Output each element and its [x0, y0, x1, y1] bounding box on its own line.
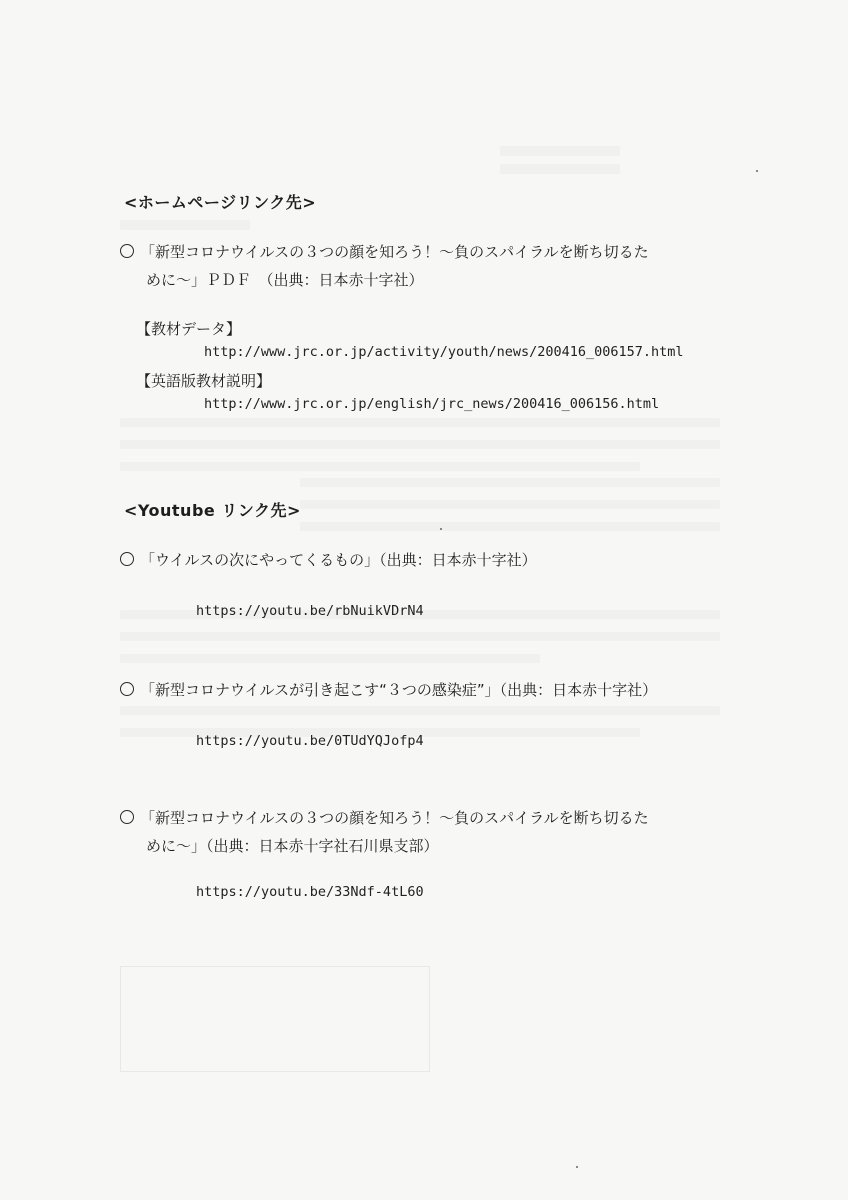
scan-bleed — [500, 146, 620, 156]
material-data-link[interactable]: http://www.jrc.or.jp/activity/youth/news/200416_006157.html — [204, 344, 684, 360]
scan-bleed — [300, 500, 720, 509]
youtube-item — [120, 546, 730, 574]
youtube-item — [120, 804, 730, 860]
english-material-label: 【英語版教材説明】 — [136, 372, 272, 390]
scan-speck — [440, 528, 442, 530]
scan-bleed — [500, 164, 620, 174]
youtube-item — [120, 676, 730, 704]
youtube-item-line1: 「新型コロナウイルスの３つの顔を知ろう！～負のスパイラルを断ち切るた — [140, 809, 649, 827]
scan-bleed — [120, 462, 640, 471]
scan-bleed-box — [120, 966, 430, 1072]
scan-bleed — [300, 522, 720, 531]
youtube-item-line1: 「ウイルスの次にやってくるもの」（出典：日本赤十字社） — [140, 551, 537, 569]
scan-speck — [576, 1166, 578, 1168]
scan-speck — [756, 170, 758, 172]
youtube-item-line2: めに～」（出典：日本赤十字社石川県支部） — [146, 837, 439, 855]
english-material-link[interactable]: http://www.jrc.or.jp/english/jrc_news/200416_006156.html — [204, 396, 660, 412]
circle-bullet-icon — [120, 682, 134, 696]
scan-bleed — [120, 654, 540, 663]
youtube-link[interactable]: https://youtu.be/0TUdYQJofp4 — [196, 733, 424, 749]
youtube-link[interactable]: https://youtu.be/33Ndf-4tL60 — [196, 884, 424, 900]
scan-bleed — [120, 440, 720, 449]
homepage-item-line2: めに～」ＰＤＦ （出典：日本赤十字社） — [146, 271, 424, 289]
scan-bleed — [120, 418, 720, 427]
youtube-link[interactable]: https://youtu.be/rbNuikVDrN4 — [196, 603, 424, 619]
homepage-links-heading: <ホームページリンク先> — [124, 193, 317, 212]
circle-bullet-icon — [120, 810, 134, 824]
circle-bullet-icon — [120, 552, 134, 566]
youtube-item-line1: 「新型コロナウイルスが引き起こす“３つの感染症”」（出典：日本赤十字社） — [140, 681, 658, 699]
homepage-item-line1: 「新型コロナウイルスの３つの顔を知ろう！～負のスパイラルを断ち切るた — [140, 243, 649, 261]
scan-bleed — [120, 632, 720, 641]
circle-bullet-icon — [120, 244, 134, 258]
scan-bleed — [300, 478, 720, 487]
youtube-links-heading: <Youtube リンク先> — [124, 501, 301, 520]
scan-bleed — [120, 220, 250, 230]
homepage-item — [120, 238, 730, 294]
material-data-label: 【教材データ】 — [136, 320, 242, 338]
scan-bleed — [120, 706, 720, 715]
